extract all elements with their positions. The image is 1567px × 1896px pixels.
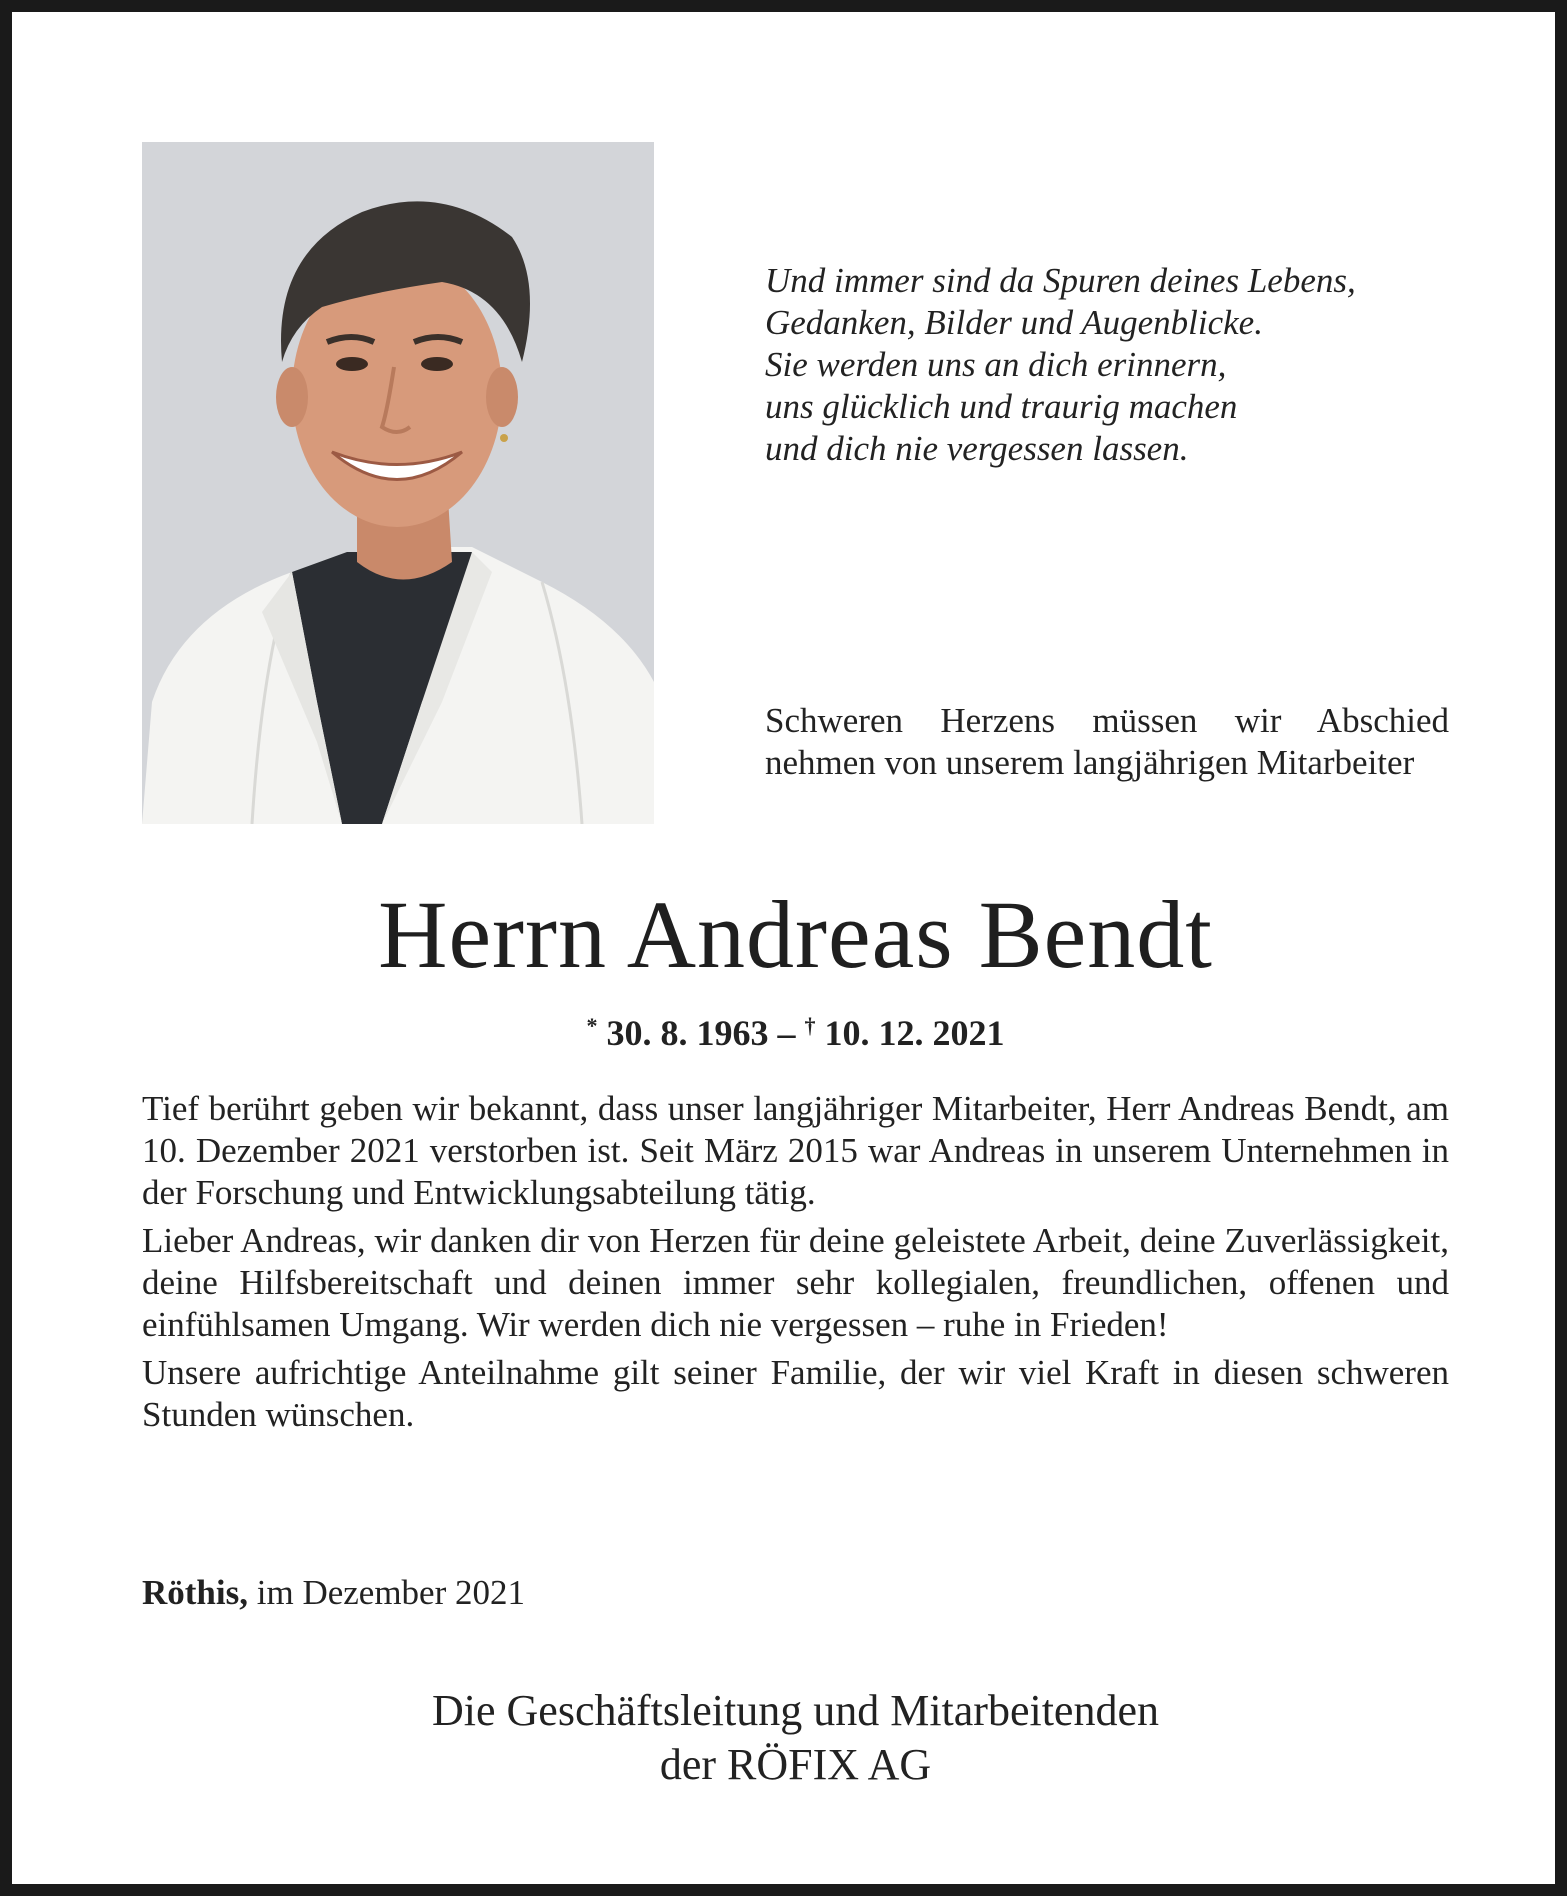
portrait-photo [142, 142, 654, 824]
verse-line: uns glücklich und traurig machen [765, 387, 1238, 426]
birth-date: 30. 8. 1963 [606, 1013, 769, 1053]
place-date: im Dezember 2021 [248, 1573, 525, 1612]
verse-line: Und immer sind da Spuren deines Lebens, [765, 261, 1356, 300]
birth-symbol: * [586, 1013, 598, 1038]
death-date: 10. 12. 2021 [824, 1013, 1005, 1053]
deceased-name: Herrn Andreas Bendt [378, 881, 1213, 988]
verse-line: und dich nie vergessen lassen. [765, 429, 1189, 468]
death-symbol: † [804, 1013, 816, 1038]
body-paragraph: Tief berührt geben wir bekannt, dass unser langjähriger Mitarbeiter, Herr Andreas Bendt, am 10. Dezember 2021 verstorben ist. Seit März 2015 war Andreas in unserem Unternehmen in der Forschung und Entwicklungsabteilung tätig. [142, 1089, 1449, 1212]
place-and-date [142, 1572, 525, 1614]
signature-line: Die Geschäftsleitung und Mitarbeitenden [431, 1686, 1159, 1735]
signature-line: der RÖFIX AG [659, 1740, 932, 1789]
date-separator: – [777, 1013, 796, 1053]
portrait-illustration [142, 142, 654, 824]
signature-block [12, 1684, 1567, 1792]
life-dates [12, 1004, 1567, 1055]
verse-line: Sie werden uns an dich erinnern, [765, 345, 1227, 384]
verse-line: Gedanken, Bilder und Augenblicke. [765, 303, 1263, 342]
obituary-body [142, 1088, 1449, 1442]
memorial-verse [765, 260, 1465, 470]
place-town: Röthis, [142, 1573, 248, 1612]
intro-text: Schweren Herzens müssen wir Abschied nehmen von unserem langjährigen Mitarbeiter [765, 701, 1449, 782]
body-paragraph: Lieber Andreas, wir danken dir von Herzen für deine geleistete Arbeit, deine Zuverlässigkeit, deine Hilfsbereitschaft und deinen immer sehr kollegialen, freundlichen, offenen und einfühlsamen Umgang. Wir werden dich nie vergessen – ruhe in Frieden! [142, 1221, 1449, 1344]
body-paragraph: Unsere aufrichtige Anteilnahme gilt seiner Familie, der wir viel Kraft in diesen schweren Stunden wünschen. [142, 1353, 1449, 1434]
